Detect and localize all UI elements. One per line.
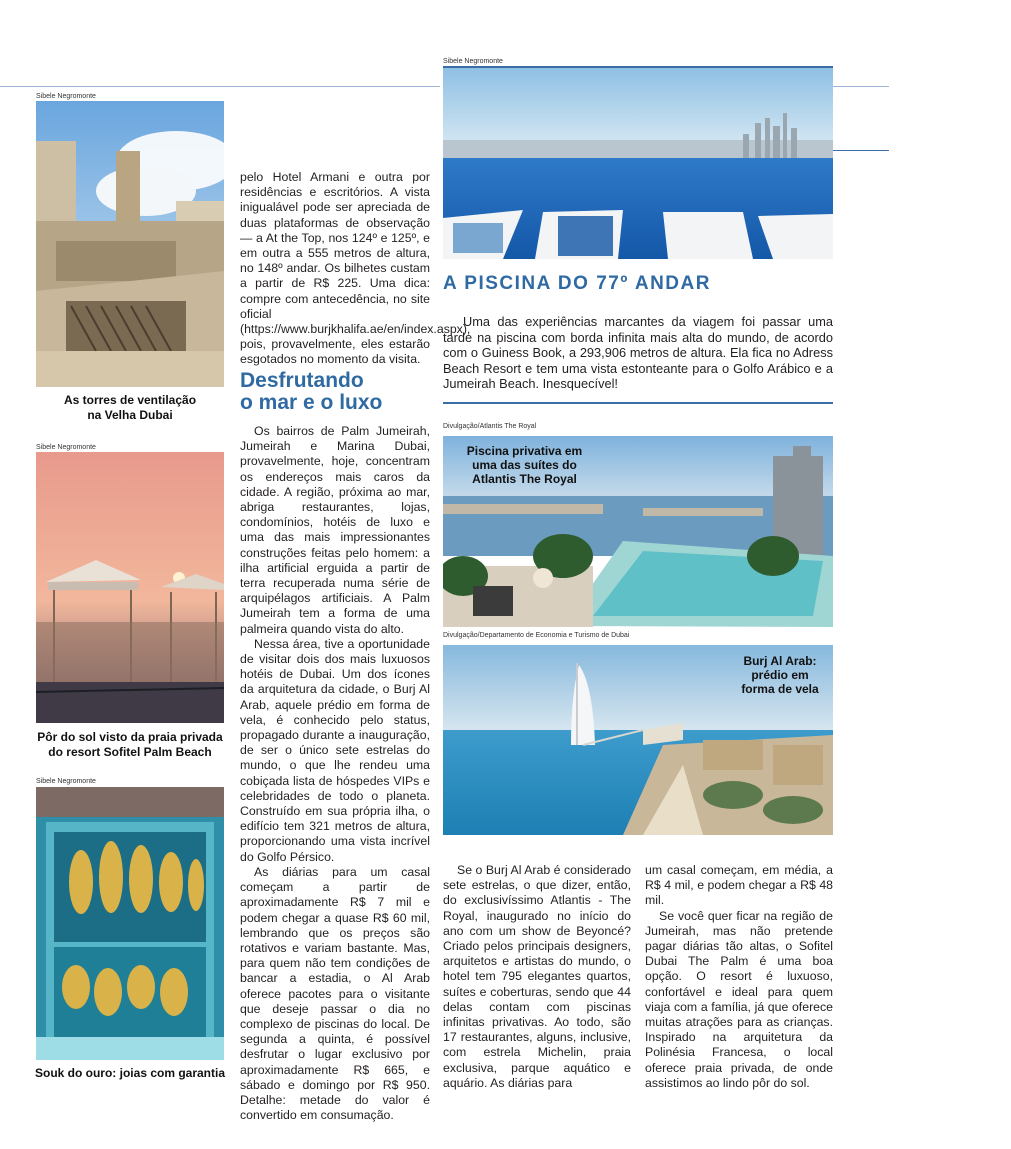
photo-credit: Sibele Negromonte — [36, 778, 96, 785]
paragraph: Se o Burj Al Arab é considerado sete estrelas, o que dizer, então, do exclusivíssimo Atlantis - The Royal, inaugurado no início do ano com um show de Beyoncé? Criado pelos principais designers, arquitetos e artistas do mundo, o hotel tem 795 elegantes quartos, suítes e coberturas, sendo que 44 delas contam com piscinas infinitas privativas. Ao todo, são 17 restaurantes, alguns, inclusive, com estrela Michelin, praia exclusiva, parque aquático e aquário. As diárias para — [443, 863, 631, 1090]
photo-credit: Sibele Negromonte — [36, 444, 96, 451]
photo-gold-souk — [36, 787, 224, 1060]
paragraph: Os bairros de Palm Jumeirah, Jumeirah e Marina Dubai, provavelmente, hoje, concentram os endereços mais caros da cidade. A região, próxima ao mar, abriga restaurantes, lojas, condomínios, hotéis de luxo e uma das mais impressionantes construções feitas pelo homem: a ilha artificial erguida a partir de terra recuperada numa série de arquipélagos artificiais. A Palm Jumeirah tem a forma de uma palmeira quando vista do alto. — [240, 424, 430, 636]
side-rule — [833, 150, 889, 151]
subheading: Desfrutando o mar e o luxo — [240, 369, 383, 414]
photo-sunset — [36, 452, 224, 723]
photo-ventilation-towers — [36, 101, 224, 387]
photo-credit: Sibele Negromonte — [36, 93, 96, 100]
paragraph: Nessa área, tive a oportunidade de visitar dois dos mais luxuosos hotéis de Dubai. Um dos ícones da arquitetura da cidade, o Burj Al Arab, aquele prédio em forma de vela, é conhecido pelo status, propagado durante a inauguração, de ser o único sete estrelas do mundo, o que lhe rendeu uma cobiçada lista de hóspedes VIPs e celebridades de todo o planeta. Construído em sua própria ilha, o edifício tem 321 metros de altura, proporcionando uma vista incrível do Golfo Pérsico. — [240, 636, 430, 864]
article-column-2 — [443, 863, 631, 1091]
paragraph: Se você quer ficar na região de Jumeirah, mas não pretende pagar diárias tão altas, o Sofitel Dubai The Palm é uma boa opção. O resort é luxuoso, confortável e ideal para quem viaja com a família, já que oferece muitas atrações para as crianças. Inspirado na arquitetura da Polinésia Francesa, o local oferece praia privada, de onde assistimos ao lindo pôr do sol. — [645, 908, 833, 1090]
photo-infinity-pool — [443, 68, 833, 259]
section-rule — [443, 402, 833, 404]
top-rule-left — [0, 86, 440, 87]
top-rule-right — [833, 86, 889, 87]
photo-credit: Divulgação/Departamento de Economia e Turismo de Dubai — [443, 632, 630, 639]
article-column-1b — [240, 424, 430, 1123]
caption-sunset: Pôr do sol visto da praia privada do resort Sofitel Palm Beach — [37, 730, 223, 759]
paragraph: um casal começam, em média, a R$ 4 mil, e podem chegar a R$ 48 mil. — [645, 863, 833, 908]
photo-credit: Divulgação/Atlantis The Royal — [443, 423, 537, 430]
pool-headline: A PISCINA DO 77º ANDAR — [443, 273, 711, 294]
caption-gold-souk: Souk do ouro: joias com garantia — [34, 1066, 226, 1080]
pool-lead-paragraph: Uma das experiências marcantes da viagem foi passar uma tarde na piscina com borda infinita mais alta do mundo, de acordo com o Guiness Book, a 293,906 metros de altura. Ela fica no Adress Beach Resort e tem uma vista estonteante para o Golfo Arábico e a Jumeirah Beach. Inesquecível! — [443, 314, 833, 392]
article-column-1a — [240, 170, 471, 368]
article-column-3 — [645, 863, 833, 1091]
photo-credit: Sibele Negromonte — [443, 58, 503, 65]
caption-atlantis: Piscina privativa em uma das suítes do Atlantis The Royal — [466, 444, 583, 486]
caption-burj-al-arab: Burj Al Arab: prédio em forma de vela — [741, 654, 819, 696]
caption-ventilation-towers: As torres de ventilação na Velha Dubai — [63, 393, 197, 422]
paragraph: pelo Hotel Armani e outra por residências e escritórios. A vista inigualável pode ser apreciada de duas plataformas de observação — a At the Top, nos 124º e 125º, e em outra a 555 metros de altura, no 148º andar. Os bilhetes custam a partir de R$ 225. Uma dica: compre com antecedência, no site oficial (https://www.burjkhalifa.ae/en/index.aspx), pois, provavelmente, eles estarão esgotados no momento da visita. — [240, 170, 471, 367]
paragraph: As diárias para um casal começam a partir de aproximadamente R$ 7 mil e podem chegar a quase R$ 60 mil, lembrando que os preços são rotativos e variam bastante. Mas, para quem não tem condições de bancar a estadia, o Al Arab oferece pacotes para o visitante que deseje passar o dia no complexo de piscinas do local. De segunda a quinta, é possível desfrutar o lugar exclusivo por aproximadamente R$ 665, e sábado e domingo por R$ 950. Detalhe: metade do valor é convertido em consumação. — [240, 864, 430, 1123]
